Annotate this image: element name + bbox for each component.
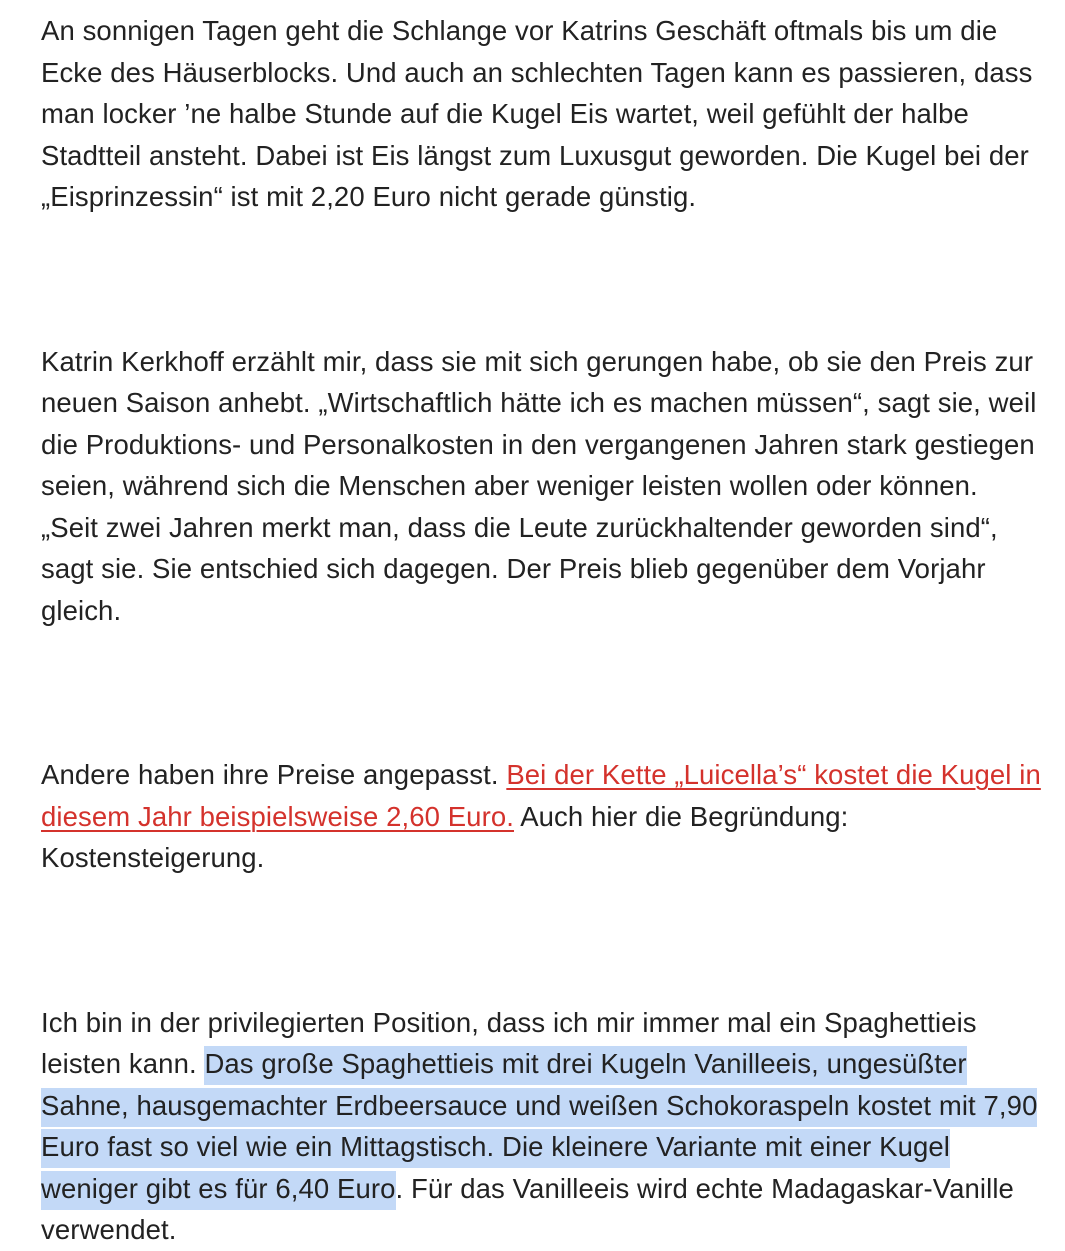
paragraph-text: Katrin Kerkhoff erzählt mir, dass sie mit sich gerungen habe, ob sie den Preis zur neuen Saison anhebt. „Wirtschaftlich hätte ich es machen müssen“, sagt sie, weil die Produktions- und Personalkosten in den vergangenen Jahren stark gestiegen seien, während sich die Menschen aber weniger leisten wollen oder können. „Seit zwei Jahren merkt man, dass die Leute zurückhaltender geworden sind“, sagt sie. Sie entschied sich dagegen. Der Preis blieb gegenüber dem Vorjahr gleich. <box>41 345 1037 626</box>
article-body <box>41 10 1041 1251</box>
paragraph-luicellas <box>41 754 1041 879</box>
paragraph-text-after-link: Auch hier die Begründung: Kostensteigerung. <box>41 800 849 873</box>
paragraph-spaghettieis <box>41 1002 1041 1251</box>
text-selection-highlight[interactable]: Das große Spaghettieis mit drei Kugeln Vanilleeis, ungesüßter Sahne, hausgemachter Erdbeersauce und weißen Schokoraspeln kostet mit 7,90 Euro fast so viel wie ein Mittagstisch. Die kleinere Variante mit einer Kugel weniger gibt es für 6,40 Euro <box>41 1046 1037 1210</box>
paragraph-text-before-link: Andere haben ihre Preise angepasst. <box>41 759 507 790</box>
paragraph-text-after-selection: . Für das Vanilleeis wird echte Madagaskar-Vanille verwendet. <box>41 1172 1014 1245</box>
paragraph-text: An sonnigen Tagen geht die Schlange vor Katrins Geschäft oftmals bis um die Ecke des Häuserblocks. Und auch an schlechten Tagen kann es passieren, dass man locker ’ne halbe Stunde auf die Kugel Eis wartet, weil gefühlt der halbe Stadtteil ansteht. Dabei ist Eis längst zum Luxusgut geworden. Die Kugel bei der „Eisprinzessin“ ist mit 2,20 Euro nicht gerade günstig. <box>41 15 1033 212</box>
paragraph-katrin-kerkhoff <box>41 341 1041 632</box>
paragraph-eisprinzessin-price <box>41 10 1041 218</box>
paragraph-text-before-selection: Ich bin in der privilegierten Position, dass ich mir immer mal ein Spaghettieis leisten kann. <box>41 1006 977 1079</box>
luicellas-price-link[interactable]: Bei der Kette „Luicella’s“ kostet die Kugel in diesem Jahr beispielsweise 2,60 Euro. <box>41 759 1041 832</box>
